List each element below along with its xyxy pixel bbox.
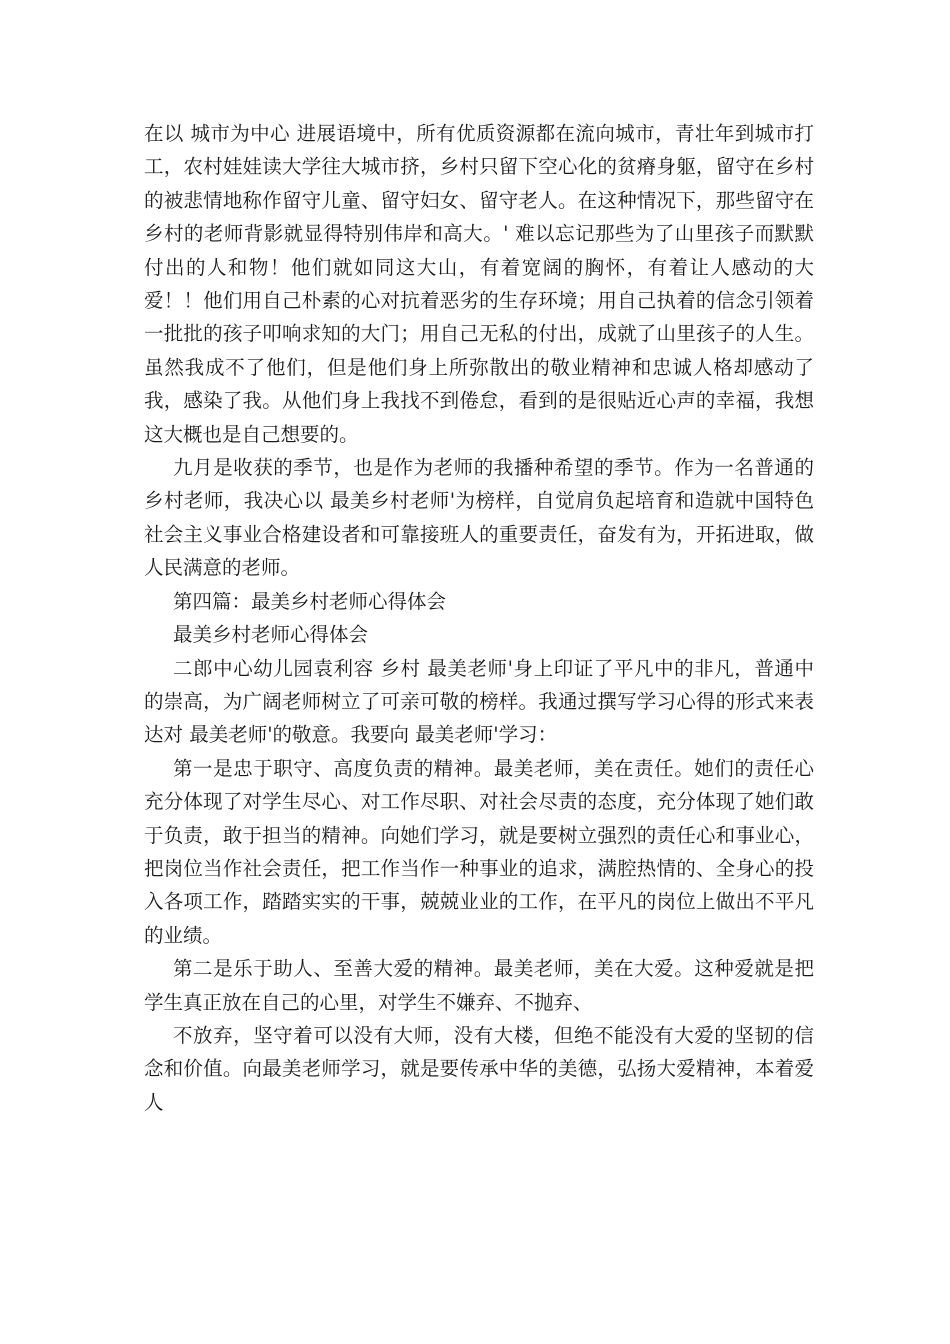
paragraph-point-one: 第一是忠于职守、高度负责的精神。最美老师，美在责任。她们的责任心充分体现了对学生尽心、对工作尽职、对社会尽责的态度，充分体现了她们敢于负责，敢于担当的精神。向她们学习，就是要树立强烈的责任心和事业心，把岗位当作社会责任，把工作当作一种事业的追求，满腔热情的、全身心的投入各项工作，踏踏实实的干事，兢兢业业的工作，在平凡的岗位上做出不平凡的业绩。 — [144, 756, 814, 947]
section-subtitle: 最美乡村老师心得体会 — [173, 623, 369, 647]
paragraph-point-two-continued: 不放弃，坚守着可以没有大师，没有大楼，但绝不能没有大爱的坚韧的信念和价值。向最美老师学习，就是要传承中华的美德，弘扬大爱精神，本着爱人 — [144, 1023, 814, 1114]
paragraph-point-two: 第二是乐于助人、至善大爱的精神。最美老师，美在大爱。这种爱就是把学生真正放在自己的心里，对学生不嫌弃、不抛弃、 — [144, 957, 814, 1014]
paragraph-september-harvest: 九月是收获的季节，也是作为老师的我播种希望的季节。作为一名普通的乡村老师，我决心以 最美乡村老师'为榜样，自觉肩负起培育和造就中国特色社会主义事业合格建设者和可靠接班人的重要责任，奋发有为，开拓进取，做人民满意的老师。 — [144, 456, 814, 580]
body-text — [144, 117, 814, 1119]
section-heading-part-four: 第四篇：最美乡村老师心得体会 — [173, 589, 447, 613]
paragraph-author-intro: 二郎中心幼儿园袁利容 乡村 最美老师'身上印证了平凡中的非凡，普通中的崇高，为广阔老师树立了可亲可敬的榜样。我通过撰写学习心得的形式来表达对 最美老师'的敬意。我要向 最美老师'学习： — [144, 656, 814, 747]
paragraph-urban-context: 在以 城市为中心 进展语境中，所有优质资源都在流向城市，青壮年到城市打工，农村娃娃读大学往大城市挤，乡村只留下空心化的贫瘠身躯，留守在乡村的被悲情地称作留守儿童、留守妇女、留守老人。在这种情况下，那些留守在乡村的老师背影就显得特别伟岸和高大。' 难以忘记那些为了山里孩子而默默付出的人和物！他们就如同这大山，有着宽阔的胸怀，有着让人感动的大爱！！他们用自己朴素的心对抗着恶劣的生存环境；用自己执着的信念引领着一批批的孩子叩响求知的大门；用自己无私的付出，成就了山里孩子的人生。虽然我成不了他们，但是他们身上所弥散出的敬业精神和忠诚人格却感动了我，感染了我。从他们身上我找不到倦怠，看到的是很贴近心声的幸福，我想这大概也是自己想要的。 — [144, 122, 814, 446]
